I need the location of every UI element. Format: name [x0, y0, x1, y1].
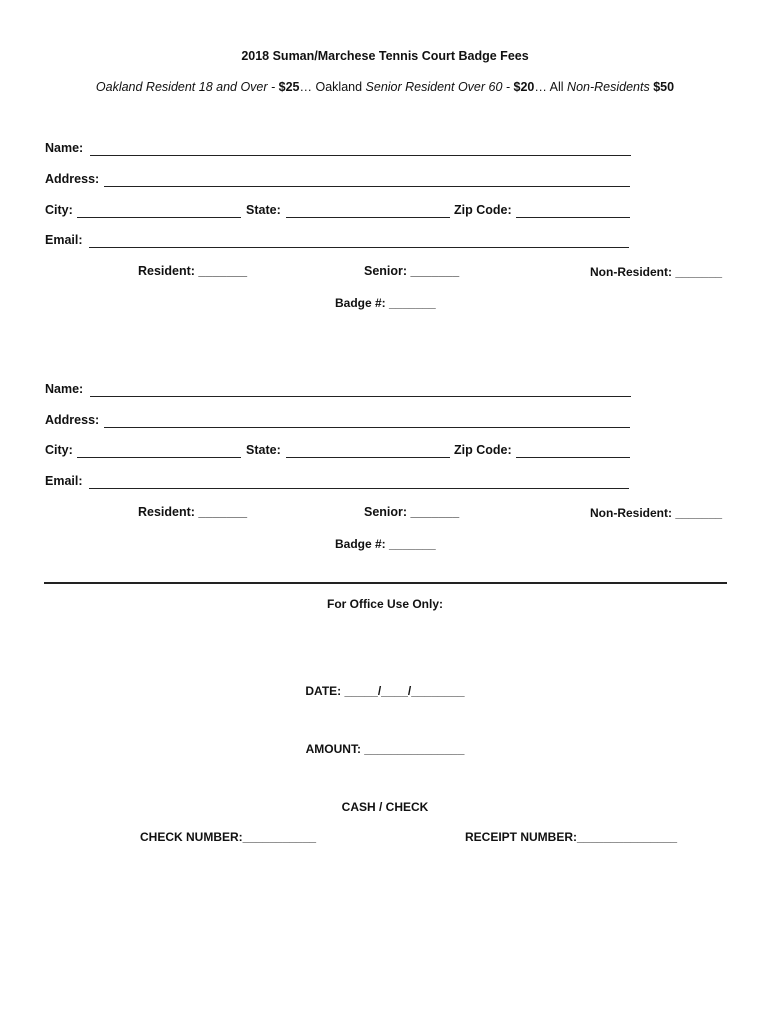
- fee-oakland-text: … Oakland: [299, 80, 366, 94]
- address-field[interactable]: [104, 427, 630, 428]
- payment-method[interactable]: CASH / CHECK: [341, 800, 429, 814]
- fee-nonresident-label: Non-Residents: [567, 80, 650, 94]
- fee-senior-label: Senior Resident Over 60 -: [365, 80, 514, 94]
- city-label: City:: [45, 203, 73, 217]
- badge-number-field[interactable]: Badge #: _______: [335, 537, 436, 551]
- senior-checkbox-field[interactable]: Senior: _______: [364, 505, 460, 519]
- fee-senior-amount: $20: [513, 80, 535, 94]
- nonresident-checkbox-field[interactable]: Non-Resident: _______: [590, 265, 723, 279]
- resident-checkbox-field[interactable]: Resident: _______: [138, 264, 248, 278]
- city-field[interactable]: [77, 457, 241, 458]
- resident-checkbox-field[interactable]: Resident: _______: [138, 505, 248, 519]
- state-label: State:: [246, 203, 281, 217]
- name-label: Name:: [45, 382, 84, 396]
- address-label: Address:: [45, 413, 100, 427]
- name-field[interactable]: [90, 396, 631, 397]
- name-field[interactable]: [90, 155, 631, 156]
- name-label: Name:: [45, 141, 84, 155]
- fee-oakland-resident-amount: $25: [278, 80, 300, 94]
- city-field[interactable]: [77, 217, 241, 218]
- address-label: Address:: [45, 172, 100, 186]
- form-title: 2018 Suman/Marchese Tennis Court Badge Fees: [241, 49, 529, 63]
- check-number-field[interactable]: CHECK NUMBER:___________: [140, 830, 317, 844]
- nonresident-checkbox-field[interactable]: Non-Resident: _______: [590, 506, 723, 520]
- senior-checkbox-field[interactable]: Senior: _______: [364, 264, 460, 278]
- fee-nonresident-amount: $50: [649, 80, 675, 94]
- zip-label: Zip Code:: [454, 443, 512, 457]
- city-label: City:: [45, 443, 73, 457]
- address-field[interactable]: [104, 186, 630, 187]
- section-divider: [44, 582, 727, 584]
- email-label: Email:: [45, 474, 83, 488]
- zip-field[interactable]: [516, 217, 630, 218]
- zip-label: Zip Code:: [454, 203, 512, 217]
- date-field[interactable]: DATE: _____/____/________: [305, 684, 465, 698]
- office-use-heading: For Office Use Only:: [326, 597, 444, 611]
- email-field[interactable]: [89, 247, 629, 248]
- fee-all-text: … All: [534, 80, 568, 94]
- state-field[interactable]: [286, 217, 450, 218]
- fee-oakland-resident-label: Oakland Resident 18 and Over -: [95, 80, 279, 94]
- amount-field[interactable]: AMOUNT: _______________: [305, 742, 465, 756]
- fee-description: [0, 80, 770, 94]
- badge-number-field[interactable]: Badge #: _______: [335, 296, 436, 310]
- state-label: State:: [246, 443, 281, 457]
- email-label: Email:: [45, 233, 83, 247]
- receipt-number-field[interactable]: RECEIPT NUMBER:_______________: [465, 830, 678, 844]
- email-field[interactable]: [89, 488, 629, 489]
- state-field[interactable]: [286, 457, 450, 458]
- zip-field[interactable]: [516, 457, 630, 458]
